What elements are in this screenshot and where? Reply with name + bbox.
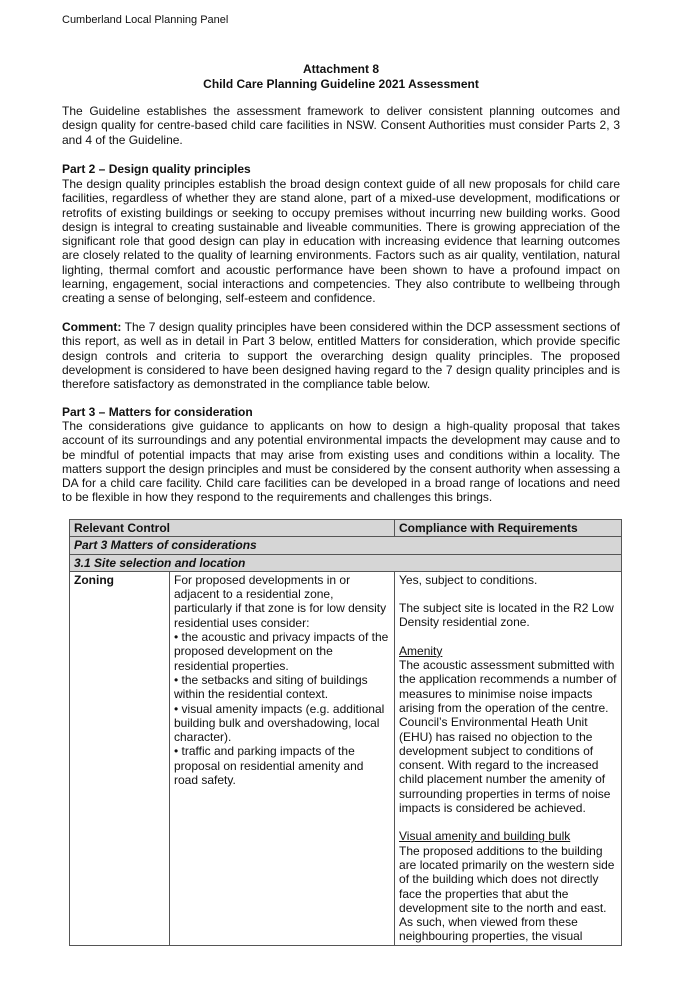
visual-amenity-text: The proposed additions to the building are located primarily on the western side of the building which does not directly face the properties that abut the development site to the north and east. As such, when viewed from these neighbouring properties, the visual: [399, 843, 615, 944]
part2-heading: Part 2 – Design quality principles: [62, 162, 251, 176]
document-title: [62, 62, 620, 92]
row-compliance: [395, 571, 622, 945]
attachment-title: Child Care Planning Guideline 2021 Assessment: [203, 77, 479, 91]
comment-text: The 7 design quality principles have been considered within the DCP assessment sections of this report, as well as in detail in Part 3 below, entitled Matters for consideration, which provide specific design controls and criteria to support the overarching design quality principles. The proposed development is considered to have been designed having regard to the 7 design quality principles and is therefore satisfactory as demonstrated in the compliance table below.: [62, 320, 620, 392]
compliance-status: Yes, subject to conditions.: [399, 572, 538, 587]
control-bullet: • the acoustic and privacy impacts of the proposed development on the residential properties.: [174, 630, 389, 673]
section-3-1: 3.1 Site selection and location: [70, 554, 622, 571]
part2-paragraph: The design quality principles establish the broad design context guide of all new proposals for child care facilities, regardless of whether they are stand alone, part of a mixed-use development, modifications or retrofits of existing buildings or seeking to occupy premises without incurring new building works. Good design is integral to creating sustainable and liveable communities. There is growing appreciation of the significant role that good design can play in education with increasing evidence that learning outcomes are closely related to the quality of learning environments. Factors such as air quality, ventilation, natural lighting, thermal comfort and acoustic performance have been shown to have a profound impact on learning, engagement, social interactions and competencies. They also contribute to wellbeing through creating a sense of belonging, self-esteem and confidence.: [62, 177, 620, 306]
header-compliance: Compliance with Requirements: [395, 520, 622, 537]
section-part3: Part 3 Matters of considerations: [70, 537, 622, 554]
table-row: [70, 571, 622, 945]
part3-paragraph: The considerations give guidance to applicants on how to design a high-quality proposal that takes account of its surroundings and any potential environmental impacts the development may cause and to be mindful of potential impacts that may arise from existing uses and conditions within a locality. The matters support the design principles and must be considered by the consent authority when assessing a DA for a child care facility. Child care facilities can be developed in a broad range of locations and need to be flexible in how they respond to the requirements and challenges this brings.: [62, 419, 620, 505]
table-header-row: [70, 520, 622, 537]
intro-paragraph: The Guideline establishes the assessment framework to deliver consistent planning outcomes and design quality for centre-based child care facilities in NSW. Consent Authorities must consider Parts 2, 3 and 4 of the Guideline.: [62, 104, 620, 147]
control-text: For proposed developments in or adjacent to a residential zone, particularly if that zone is for low density residential uses consider:: [174, 572, 387, 630]
section-row: [70, 537, 622, 554]
comment-paragraph: [62, 320, 620, 391]
control-bullet: • the setbacks and siting of buildings within the residential context.: [174, 672, 368, 702]
amenity-text: The acoustic assessment submitted with the application recommends a number of measures to minimise noise impacts arising from the operation of the centre. Council’s Environmental Heath Unit (EHU) has raised no objection to the development subject to conditions of consent. With regard to the increased child placement number the amenity of surrounding properties in terms of noise impacts is considered be achieved.: [399, 658, 617, 816]
compliance-zone: The subject site is located in the R2 Low Density residential zone.: [399, 601, 614, 630]
section-row: [70, 554, 622, 571]
row-label: [70, 571, 170, 945]
attachment-number: Attachment 8: [302, 62, 379, 76]
visual-amenity-heading: Visual amenity and building bulk: [399, 829, 571, 844]
compliance-table: [69, 519, 622, 946]
zoning-label: Zoning: [74, 572, 114, 587]
document-header: Cumberland Local Planning Panel: [62, 14, 229, 26]
part3-heading: Part 3 – Matters for consideration: [62, 405, 253, 419]
row-control: [170, 571, 395, 945]
control-bullet: • visual amenity impacts (e.g. additional building bulk and overshadowing, local character).: [174, 701, 385, 745]
amenity-heading: Amenity: [399, 643, 443, 658]
header-relevant-control: Relevant Control: [70, 520, 395, 537]
comment-label: Comment:: [62, 320, 122, 334]
control-bullet: • traffic and parking impacts of the proposal on residential amenity and road safety.: [174, 744, 364, 788]
